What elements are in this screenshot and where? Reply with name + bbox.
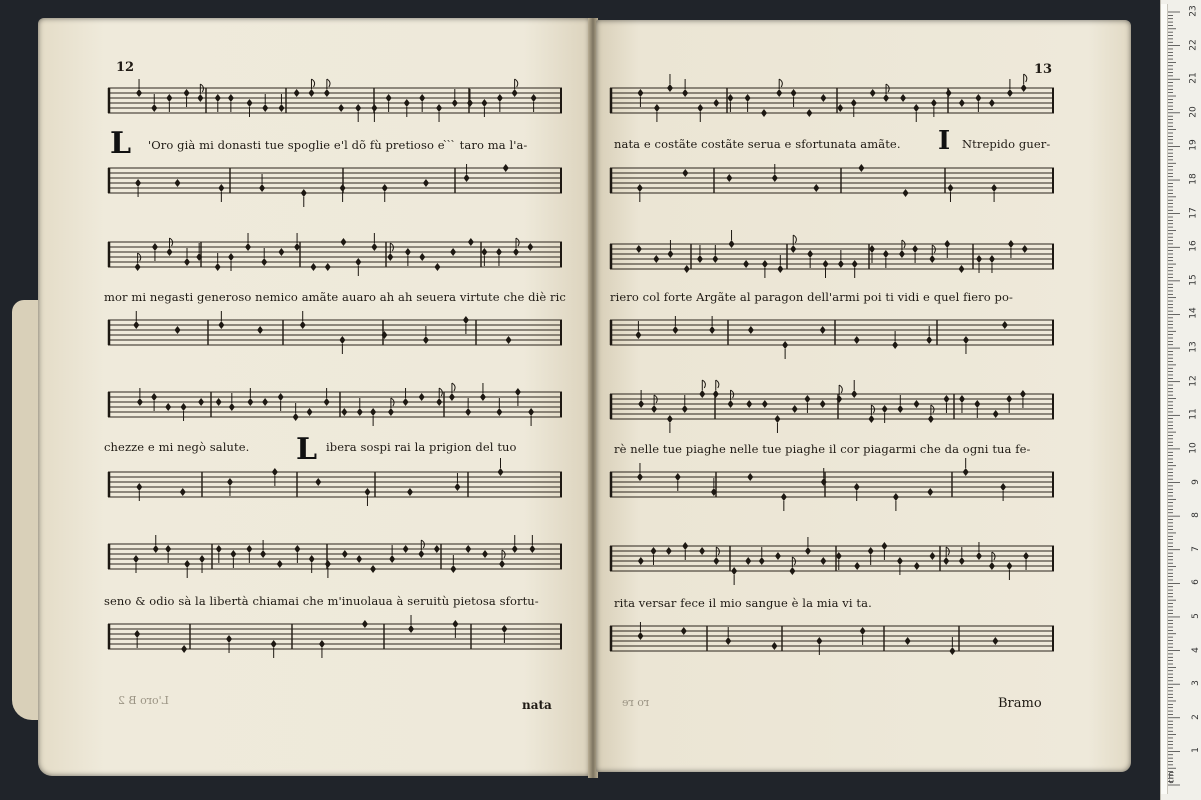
bleed-through-text: L'oro B 2	[118, 694, 169, 707]
lyric-line: Ntrepido guer-	[962, 137, 1051, 151]
music-staff	[608, 310, 1058, 370]
page-number-right: 13	[1034, 62, 1053, 77]
lyric-line: riero col forte Argãte al paragon dell'armi poi ti vidi e quel fiero po-	[610, 290, 1014, 304]
music-staff	[106, 158, 566, 218]
ruler-label: 12	[1188, 374, 1199, 387]
ruler-unit: cm	[1166, 771, 1176, 784]
measurement-ruler	[1160, 0, 1201, 800]
ruler-label: 18	[1188, 173, 1199, 185]
ruler-label: 19	[1188, 139, 1199, 152]
left-page	[38, 18, 590, 776]
music-staff	[106, 310, 566, 370]
ruler-label: 23	[1188, 5, 1199, 17]
lyric-line: rita versar fece il mio sangue è la mia vi ta.	[614, 596, 872, 610]
music-staff	[608, 536, 1058, 596]
ruler-label: 7	[1191, 545, 1201, 552]
ruler-label: 11	[1188, 408, 1199, 421]
ruler-label: 20	[1188, 106, 1199, 118]
ruler-label: 15	[1188, 274, 1199, 286]
ruler-label: 17	[1188, 206, 1199, 219]
music-staff	[608, 158, 1058, 218]
ruler-label: 22	[1188, 38, 1199, 51]
page-number-left: 12	[116, 60, 135, 75]
lyric-line: rè nelle tue piaghe nelle tue piaghe il cor piagarmi che da ogni tua fe-	[614, 442, 1031, 456]
ruler-label: 16	[1188, 240, 1199, 252]
lyric-line: mor mi negasti generoso nemico amãte auaro ah ah seuera virtute che diè ric	[104, 290, 566, 304]
catchword: Bramo	[998, 696, 1042, 711]
ruler-label: 8	[1191, 512, 1201, 518]
decorated-initial: L	[296, 432, 318, 467]
lyric-line: ibera sospi rai la prigion del tuo	[326, 440, 517, 454]
ruler-label: 9	[1191, 478, 1201, 485]
music-staff	[106, 232, 566, 292]
ruler-label: 6	[1191, 579, 1201, 586]
lyric-line: 'Oro già mi donasti tue spoglie e'l dõ fù pretioso e ̀ ̀ ̀ taro ma l'a-	[148, 138, 528, 152]
music-staff	[106, 614, 566, 674]
music-staff	[106, 382, 566, 442]
lyric-line: chezze e mi negò salute.	[104, 440, 250, 454]
ruler-label: 13	[1188, 341, 1199, 353]
decorated-initial: I	[938, 126, 951, 156]
ruler-label: 4	[1191, 646, 1201, 653]
catchword: nata	[522, 698, 552, 712]
music-staff	[106, 534, 566, 594]
ruler-label: 14	[1188, 307, 1199, 320]
lyric-line: seno & odio sà la libertà chiamai che m'inuolaua à seruitù pietosa sfortu-	[104, 594, 539, 608]
music-staff	[608, 384, 1058, 444]
lyric-line: nata e costãte costãte serua e sfortunata amãte.	[614, 137, 901, 151]
bleed-through-text: ro re	[622, 696, 650, 709]
music-staff	[608, 462, 1058, 522]
ruler-label: 21	[1188, 72, 1199, 84]
ruler-label: 1	[1191, 747, 1201, 754]
music-staff	[106, 78, 566, 138]
ruler-label: 5	[1191, 613, 1201, 619]
right-page	[596, 20, 1131, 772]
decorated-initial: L	[110, 126, 132, 161]
ruler-label: 3	[1191, 680, 1201, 687]
music-staff	[106, 462, 566, 522]
music-staff	[608, 234, 1058, 294]
ruler-label: 10	[1188, 442, 1199, 454]
ruler-label: 2	[1191, 713, 1201, 720]
music-staff	[608, 616, 1058, 676]
music-staff	[608, 78, 1058, 138]
